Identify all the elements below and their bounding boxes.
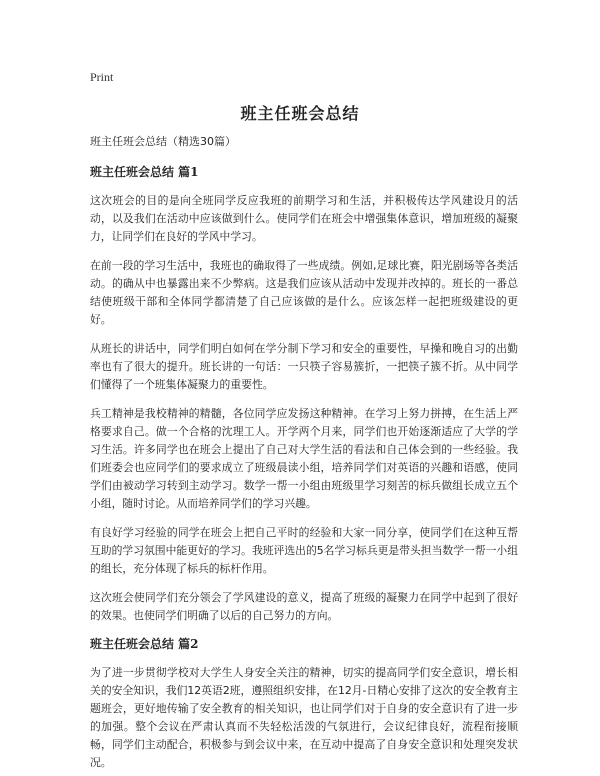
paragraph: 这次班会的目的是向全班同学反应我班的前期学习和生活，并积极传达学风建设月的活动，以及我们在活动中应该做到什么。使同学们在班会中增强集体意识，增加班级的凝聚力，让同学们在良好的学风中学习。 [90, 194, 518, 243]
paragraph: 有良好学习经验的同学在班会上把自己平时的经验和大家一同分享，使同学们在这种互帮互助的学习氛围中能更好的学习。我班评选出的5名学习标兵更是带头担当数学一帮一小组的组长，充分体现了标兵的标杆作用。 [90, 526, 518, 575]
document-subtitle: 班主任班会总结（精选30篇） [90, 135, 236, 148]
paragraph: 这次班会使同学们充分领会了学风建设的意义，提高了班级的凝聚力在同学中起到了很好的效果。也使同学们明确了以后的自己努力的方向。 [90, 591, 518, 622]
page-title: 班主任班会总结 [240, 104, 360, 123]
section-heading: 班主任班会总结 篇2 [90, 637, 199, 651]
paragraph: 兵工精神是我校精神的精髓，各位同学应发扬这种精神。在学习上努力拼搏，在生活上严格要求自己。做一个合格的沈理工人。开学两个月来，同学们也开始逐渐适应了大学的学习生活。许多同学也在班会上提出了自己对大学生活的看法和自己体会到的一些经验。我们班委会也应同学们的要求成立了班级晨读小组，培养同学们对英语的兴趣和语感，使同学们由被动学习转到主动学习。数学一帮一小组由班级里学习刻苦的标兵做组长成立五个小组，随时讨论。从而培养同学们的学习兴趣。 [90, 407, 518, 510]
paragraph: 从班长的讲话中，同学们明白如何在学分制下学习和安全的重要性，早操和晚自习的出勤率也有了很大的提升。班长讲的一句话：一只筷子容易簇折，一把筷子簇不折。从中同学们懂得了一个班集体凝聚力的重要性。 [90, 342, 518, 391]
document-body [90, 134, 518, 776]
paragraph: 为了进一步贯彻学校对大学生人身安全关注的精神，切实的提高同学们安全意识，增长相关的安全知识，我们12英语2班，遵照组织安排，在12月-日精心安排了这次的安全教育主题班会，更好地传输了安全教育的相关知识，也让同学们对于自身的安全意识有了进一步的加强。整个会议在严肃认真而不失轻松活泼的气氛进行，会议纪律良好，流程衔接顺畅，同学们主动配合，积极参与到会议中来，在互动中提高了自身安全意识和处理突发状况。 [90, 666, 518, 769]
section-heading: 班主任班会总结 篇1 [90, 165, 199, 179]
paragraph: 在前一段的学习生活中，我班也的确取得了一些成绩。例如,足球比赛，阳光剧场等各类活动。的确从中也暴露出来不少弊病。这是我们应该从活动中发现并改掉的。班长的一番总结使班级干部和全体同学都清楚了自己应该做的是什么。应该怎样一起把班级建设的更好。 [90, 259, 518, 326]
print-link[interactable]: Print [90, 70, 114, 84]
